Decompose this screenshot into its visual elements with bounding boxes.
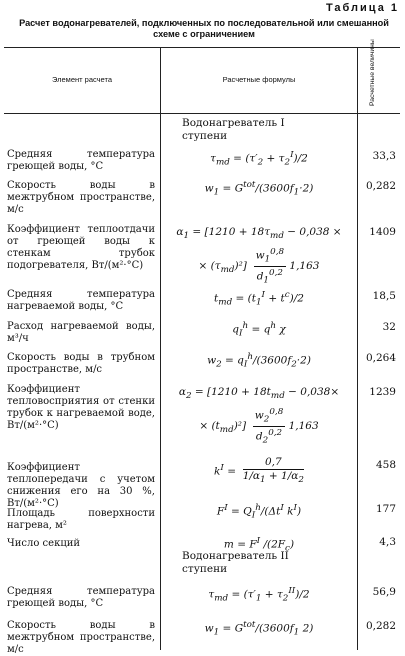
row-formula: $t_{md} = (t_1^I + t^c)/2$: [214, 290, 304, 308]
row-value: 0,282: [365, 180, 396, 192]
row-value: 0,264: [365, 352, 396, 364]
row-label: Скорость воды в трубном пространстве, м/с: [7, 352, 155, 375]
row-value: 1409: [369, 226, 396, 238]
row-label: Средняя температура греющей воды, °С: [7, 149, 155, 172]
header-element: Элемент расчета: [51, 75, 113, 84]
col-divider-2: [357, 47, 358, 650]
header-values: Расчетные величины: [369, 39, 376, 106]
header-rule: [4, 113, 400, 114]
col-divider-1: [160, 47, 161, 650]
table-title: Расчет водонагревателей, подключенных по последовательной или смешанной схеме с ограничением: [19, 18, 389, 39]
row-value: 32: [382, 321, 396, 333]
row-label: Коэффициент теплоотдачи от греющей воды к стенкам трубок подогревателя, Вт/(м²·°С): [7, 224, 155, 271]
row-value: 56,9: [372, 586, 396, 598]
section-heading: Водонагреватель I ступени: [182, 117, 285, 142]
row-value: 33,3: [372, 150, 396, 162]
row-label: Площадь поверхности нагрева, м²: [7, 508, 155, 531]
row-label: Коэффициент теплопередачи с учетом снижения его на 30 %, Вт/(м²·°С): [7, 462, 155, 509]
row-label: Коэффициент тепловосприятия от стенки трубок к нагреваемой воде, Вт/(м²·°С): [7, 384, 155, 431]
row-value: 4,3: [379, 536, 396, 548]
row-value: 458: [375, 459, 396, 471]
row-formula: $k^I$ = $\frac{0,7}{1/\alpha_1 + 1/\alpha_2}$: [214, 456, 304, 486]
row-formula-cont: × $(t_{md})^2$] $\frac{w_2^{0,8}}{d_2^{0,2}}$ 1,163: [199, 407, 319, 446]
top-rule: [4, 47, 400, 48]
row-label: Скорость воды в межтрубном пространстве, м/с: [7, 180, 155, 215]
row-value: 0,282: [365, 620, 396, 632]
section-heading: Водонагреватель II ступени: [182, 550, 289, 575]
row-formula: $F^I = Q_I^h/(\Delta t^I$ $k^I$): [216, 503, 302, 521]
row-label: Средняя температура нагреваемой воды, °С: [7, 289, 155, 312]
header-formulas: Расчетные формулы: [222, 75, 296, 84]
row-label: Расход нагреваемой воды, м³/ч: [7, 321, 155, 344]
row-value: 18,5: [372, 290, 396, 302]
row-value: 1239: [369, 386, 396, 398]
row-value: 177: [375, 503, 396, 515]
row-formula: $\tau_{md} = (\tau'_2 + \tau_2^I)/2$: [210, 150, 308, 168]
row-formula: $\alpha_2 = [1210 + 18t_{md} - 0,038\times$: [178, 386, 340, 402]
row-formula: $w_2 = q_I^h/(3600f_2\cdot 2)$: [207, 352, 311, 370]
row-formula: $w_1 = G^{tot}/(3600f_1\cdot 2)$: [204, 180, 314, 198]
row-formula-cont: × $(\tau_{md})^2$] $\frac{w_1^{0,8}}{d_1^{0,2}}$ 1,163: [198, 247, 320, 286]
row-label: Средняя температура греющей воды, °С: [7, 586, 155, 609]
row-formula: $m = F^I$ $/(2F_c)$: [223, 536, 295, 554]
row-formula: $w_1 = G^{tot}/(3600f_1$ 2): [204, 620, 314, 638]
row-formula: $q_I^h = q^h$ χ: [232, 321, 286, 339]
table-number: Таблица 1: [325, 2, 399, 14]
row-formula: $\alpha_1 = [1210 + 18\tau_{md} - 0,038$ ×: [176, 226, 342, 242]
row-label: Скорость воды в межтрубном пространстве, м/с: [7, 620, 155, 655]
row-formula: $\tau_{md} = (\tau'_1 + \tau_2^{II})/2$: [208, 586, 310, 604]
row-label: Число секций: [7, 538, 81, 549]
